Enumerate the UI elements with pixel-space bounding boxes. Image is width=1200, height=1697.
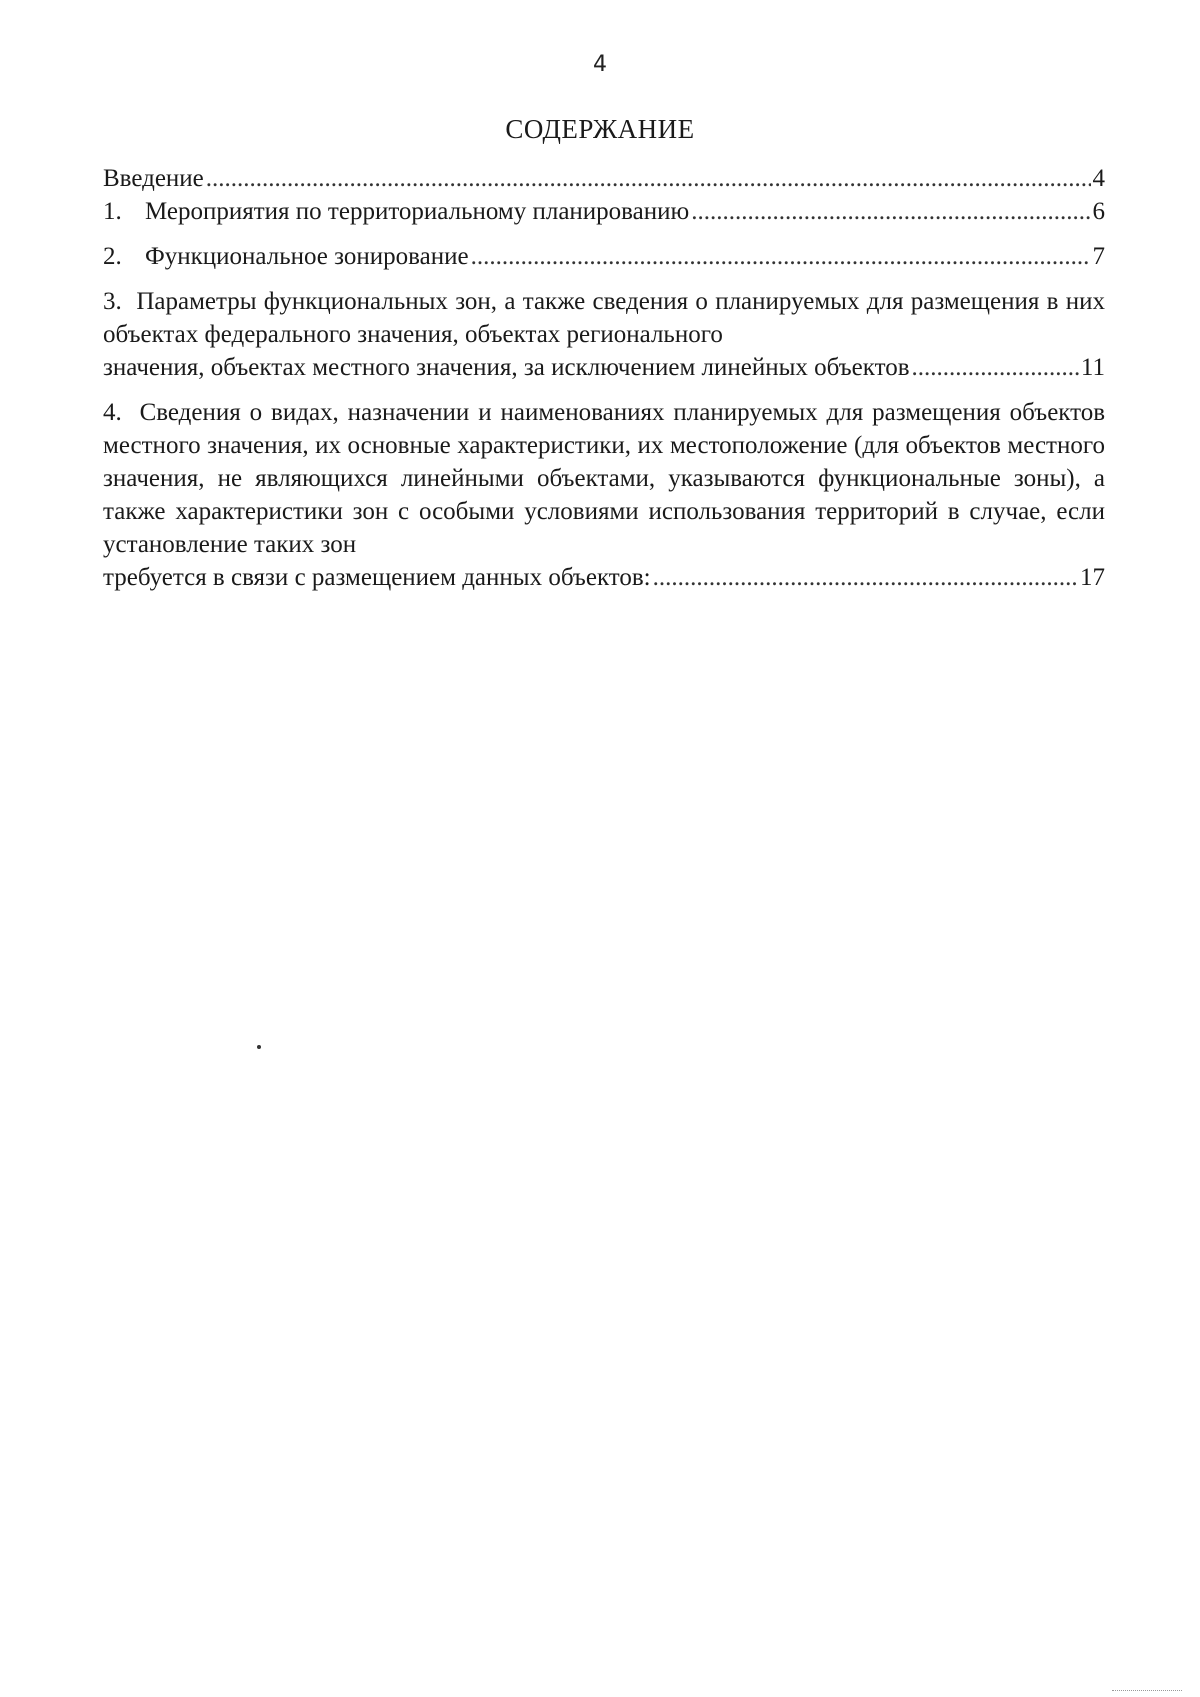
scan-speck — [257, 1045, 261, 1049]
toc-entry-title: Мероприятия по территориальному планированию — [145, 198, 690, 225]
toc-entry-title-last: требуется в связи с размещением данных объектов: — [103, 564, 651, 591]
toc-entry-1[interactable] — [103, 195, 1105, 228]
toc-entry-title: Введение — [103, 165, 204, 192]
toc-entry-page: 6 — [1092, 198, 1105, 225]
toc-leader-dots — [912, 351, 1079, 384]
toc-entry-page: 17 — [1080, 564, 1105, 591]
toc-entry-page: 7 — [1092, 243, 1105, 270]
toc-leader-dots — [653, 561, 1078, 594]
toc-leader-dots — [691, 195, 1090, 228]
toc-entry-last-line — [103, 351, 1105, 384]
toc-entry-number: 2. — [103, 243, 122, 270]
page-number: 4 — [593, 52, 607, 77]
table-of-contents — [103, 162, 1105, 594]
toc-entry-title-text: Параметры функциональных зон, а также сведения о планируемых для размещения в них объектах федерального значения, объектах регионального — [103, 288, 1106, 348]
toc-entry-introduction[interactable] — [103, 162, 1105, 195]
toc-entry-title-last: значения, объектах местного значения, за исключением линейных объектов — [103, 354, 910, 381]
toc-entry-title-lead — [103, 285, 1105, 351]
toc-entry-page: 11 — [1080, 354, 1105, 381]
toc-entry-2[interactable] — [103, 240, 1105, 273]
scan-corner-marks — [1112, 1684, 1182, 1691]
toc-entry-number: 3. — [103, 288, 122, 315]
toc-entry-title-text: Сведения о видах, назначении и наименованиях планируемых для размещения объектов местного значения, их основные характеристики, их местоположение (для объектов местного значения, не являющихся линейными объектами, указываются функциональные зоны), а также характеристики зон с особыми условиями использования территорий в случае, если установление таких зон — [103, 399, 1106, 558]
toc-entry-4[interactable] — [103, 396, 1105, 594]
toc-entry-title-lead — [103, 396, 1105, 561]
toc-leader-dots — [206, 162, 1091, 195]
toc-heading: СОДЕРЖАНИЕ — [505, 114, 695, 144]
toc-entry-3[interactable] — [103, 285, 1105, 384]
toc-leader-dots — [471, 240, 1091, 273]
toc-entry-number: 4. — [103, 399, 122, 426]
toc-entry-last-line — [103, 561, 1105, 594]
toc-entry-number: 1. — [103, 198, 122, 225]
toc-entry-title: Функциональное зонирование — [145, 243, 469, 270]
toc-entry-page: 4 — [1092, 165, 1105, 192]
